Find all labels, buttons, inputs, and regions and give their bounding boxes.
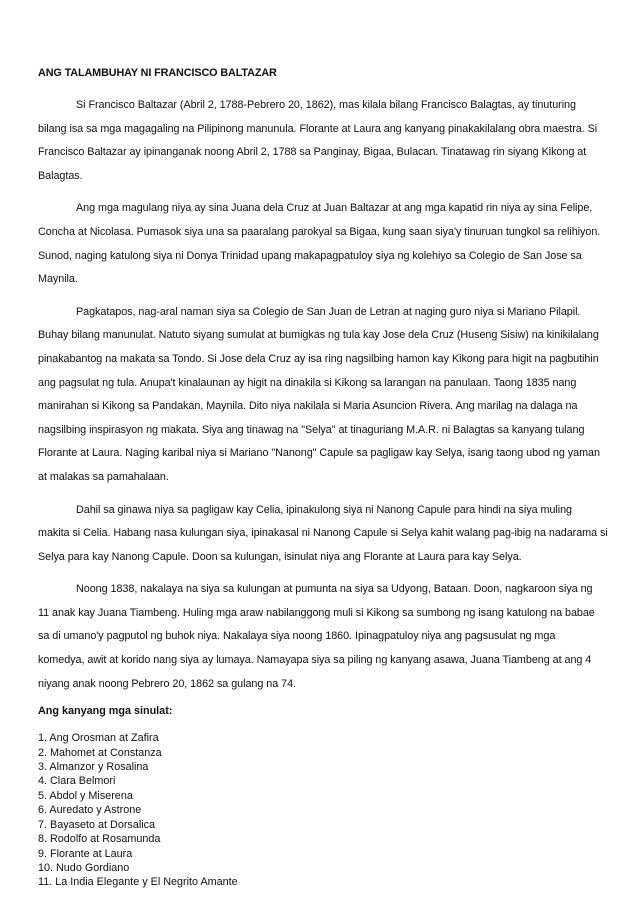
- paragraph-line: Selya para kay Nanong Capule. Doon sa kulungan, isinulat niya ang Florante at Laura para kay Selya.: [38, 550, 522, 563]
- paragraph-line: ang pagsulat ng tula. Anupa't kinalaunan ay higit na dinakila si Kikong sa larangan na panulaan. Taong 1835 nang: [38, 376, 577, 389]
- document-title: ANG TALAMBUHAY NI FRANCISCO BALTAZAR: [38, 67, 277, 79]
- paragraph-line: Pagkatapos, nag-aral naman siya sa Colegio de San Juan de Letran at naging guro niya si Mariano Pilapil.: [76, 305, 581, 318]
- paragraph-line: Maynila.: [38, 273, 78, 286]
- works-list-item: 5. Abdol y Miserena: [38, 789, 133, 802]
- works-list-item: 6. Auredato y Astrone: [38, 804, 142, 817]
- biography-body: [38, 94, 608, 696]
- paragraph-line: Florante at Laura. Naging karibal niya si Mariano "Nanong" Capule sa pagligaw kay Selya, isang taong ubod ng yaman: [38, 447, 600, 460]
- paragraph: [38, 94, 600, 188]
- paragraph: [38, 197, 600, 291]
- paragraph: [38, 301, 600, 490]
- paragraph: [38, 578, 600, 696]
- paragraph-line: Si Francisco Baltazar (Abril 2, 1788-Pebrero 20, 1862), mas kilala bilang Francisco Balagtas, ay tinuturing: [76, 99, 576, 111]
- works-heading: Ang kanyang mga sinulat:: [38, 705, 173, 718]
- paragraph-line: Buhay bilang manunulat. Natuto siyang sumulat at bumigkas ng tula kay Jose dela Cruz (Huseng Sisiw) na kinikilalang: [38, 329, 599, 342]
- works-list-item: 10. Nudo Gordiano: [38, 861, 130, 874]
- paragraph-line: Noong 1838, nakalaya na siya sa kulungan at pumunta na siya sa Udyong, Bataan. Doon, nagkaroon siya ng: [76, 583, 593, 596]
- works-list-item: 9. Florante at Laura: [38, 847, 133, 860]
- works-list: [38, 731, 600, 889]
- paragraph-line: Ang mga magulang niya ay sina Juana dela Cruz at Juan Baltazar at ang mga kapatid rin niya ay sina Felipe,: [76, 202, 593, 215]
- works-list-item: 4. Clara Belmori: [38, 775, 116, 788]
- paragraph-line: Sunod, naging katulong siya ni Donya Trinidad upang makapagpatuloy siya ng kolehiyo sa Colegio de San Jose sa: [38, 249, 582, 262]
- paragraph-line: Concha at Nicolasa. Pumasok siya una sa paaralang parokyal sa Bigaa, kung saan siya'y tinuruan tungkol sa relihiyon.: [38, 225, 601, 238]
- paragraph-line: Dahil sa ginawa niya sa pagligaw kay Celia, ipinakulong siya ni Nanong Capule para hindi na siya muling: [76, 503, 573, 516]
- paragraph: [38, 499, 608, 570]
- paragraph-line: manirahan si Kikong sa Pandakan, Maynila. Dito niya nakilala si Maria Asuncion Rivera. Ang marilag na dalaga na: [38, 400, 578, 413]
- paragraph-line: at malakas sa pamahalaan.: [38, 470, 169, 483]
- works-list-item: 11. La India Elegante y El Negrito Amante: [38, 876, 238, 889]
- paragraph-line: Balagtas.: [38, 169, 83, 182]
- paragraph-line: 11 anak kay Juana Tiambeng. Huling mga araw nabilanggong muli si Kikong sa sumbong ng isang katulong na babae: [38, 606, 595, 619]
- works-list-item: 7. Bayaseto at Dorsalica: [38, 818, 156, 831]
- paragraph-line: pinakabantog na makata sa Tondo. Si Jose dela Cruz ay isa ring nagsilbing hamon kay Kikong para higit na pagbutihin: [38, 352, 599, 365]
- paragraph-line: sa di umano'y pagputol ng buhok niya. Nakalaya siya noong 1860. Ipinagpatuloy niya ang pagsusulat ng mga: [38, 630, 556, 643]
- works-list-item: 8. Rodolfo at Rosamunda: [38, 833, 161, 846]
- works-list-item: 3. Almanzor y Rosalina: [38, 761, 149, 774]
- works-list-item: 1. Ang Orosman at Zafira: [38, 732, 159, 745]
- paragraph-line: komedya, awit at korido nang siya ay lumaya. Namayapa siya sa piling ng kanyang asawa, Juana Tiambeng at ang 4: [38, 654, 592, 667]
- paragraph-line: bilang isa sa mga magagaling na Pilipinong manunula. Florante at Laura ang kanyang pinakakilalang obra maestra. Si: [38, 122, 598, 135]
- works-list-item: 2. Mahomet at Constanza: [38, 746, 162, 759]
- paragraph-line: Francisco Baltazar ay ipinanganak noong Abril 2, 1788 sa Panginay, Bigaa, Bulacan. Tinatawag rin siyang Kikong at: [38, 146, 587, 159]
- paragraph-line: nagsilbing inspirasyon ng makata. Siya ang tinawag na "Selya" at tinaguriang M.A.R. ni Balagtas sa kanyang tulang: [38, 423, 585, 436]
- paragraph-line: niyang anak noong Pebrero 20, 1862 sa gulang na 74.: [38, 677, 296, 690]
- paragraph-line: makita si Celia. Habang nasa kulungan siya, ipinakasal ni Nanong Capule si Selya kahit walang pag-ibig na nadarama si: [38, 527, 608, 540]
